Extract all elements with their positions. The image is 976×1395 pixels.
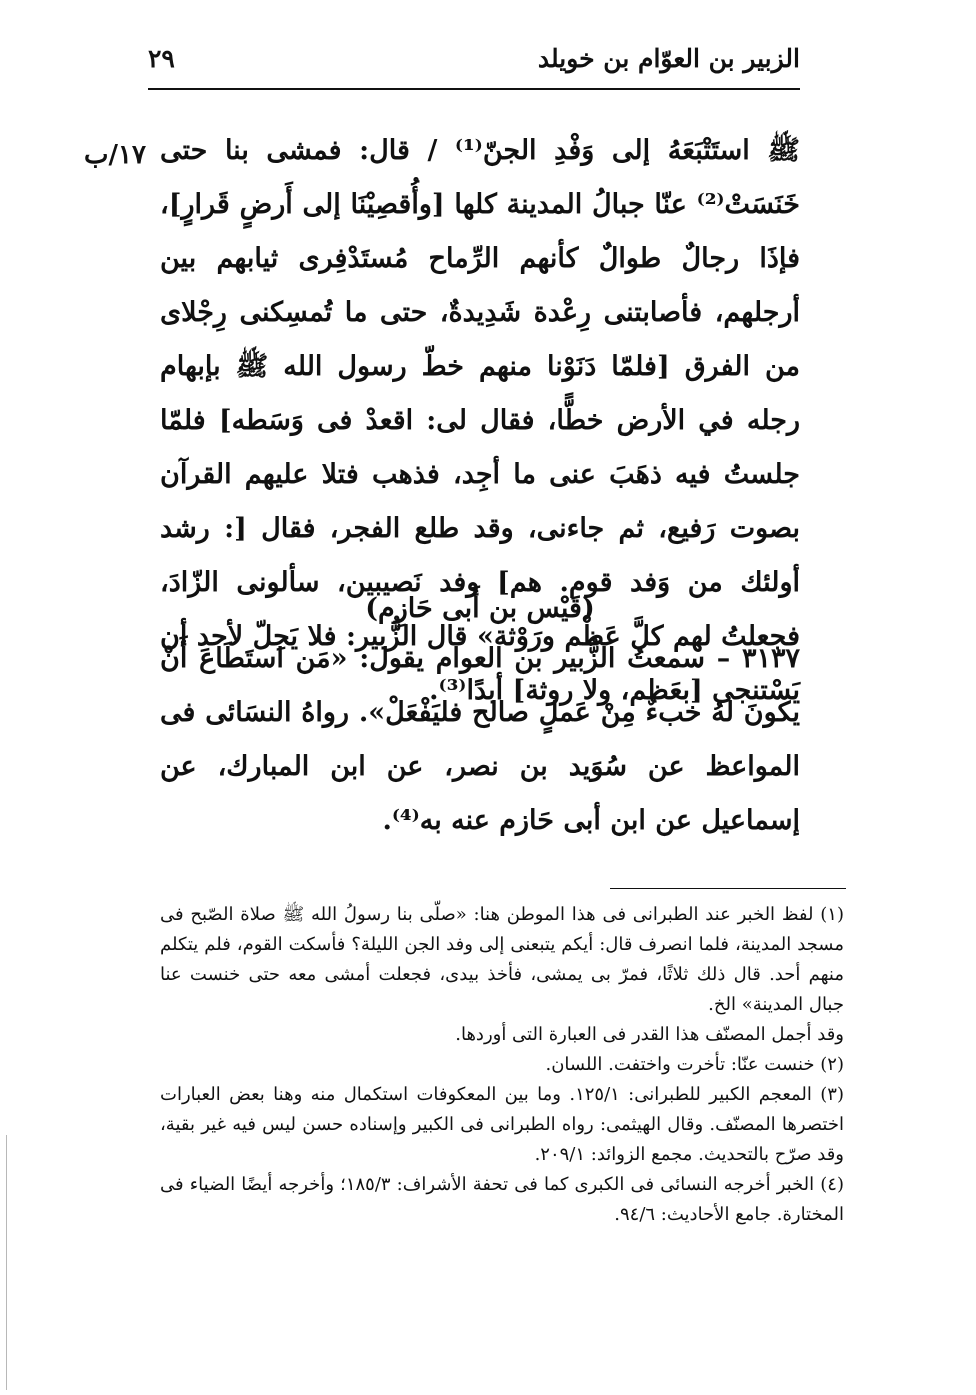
hadith-number: ٣١٣٧ xyxy=(741,643,800,674)
hadith-paragraph xyxy=(160,632,800,848)
main-paragraph: ﷺ استَتْبَعَهُ إلى وَفْدِ الجنّ⁽¹⁾ / قال: فمشى بنا حتى خَنَسَتْ⁽²⁾ عنّا جبالُ المدينة كلها [وأُقصِيْنَا إلى أَرضٍ قَرارٍ]، فإذَا رجالٌ طوالٌ كأنهم الرِّماح مُستَدْفِرى ثيابهم بين أرجلهم، فأصابتنى رِعْدة شَدِيدةٌ، حتى ما تُمسِكنى رِجْلاى من الفرق [فلمّا دَنَوْنا منهم خطّ رسول الله ﷺ بإبهام رجله في الأرض خطًّا، فقال لى: اقعدْ فى وَسَطه] فلمّا جلستُ فيه ذهَبَ عنى ما أجِد، فذهب فتلا عليهم القرآن بصوت رَفيع، ثم جاءنى، وقد طلع الفجر، فقال [: رشد أولئك من وَفد قوم. هم] وفد نَصيبين، سألونى الزّادَ، فجعلتُ لهم كلَّ عَظْم ورَوْثة» قال الزُّبير: فلا يَحِلّ لأحد أن يَسْتنجى [بعَظم، ولا روثة] أبدًا⁽³⁾. xyxy=(160,135,800,706)
footnote-1-continuation: وقد أجمل المصنّف هذا القدر فى العبارة التى أوردها. xyxy=(455,1024,844,1045)
running-header xyxy=(148,40,800,86)
footnote-3: (٣) المعجم الكبير للطبرانى: ١٢٥/١. وما بين المعكوفات استكمال منه وهنا بعض العبارات اختصرها المصنّف. وقال الهيثمى: رواه الطبرانى فى الكبير وإسناده حسن ليس فيه غير بقية، وقد صرّح بالتحديث. مجمع الزوائد: ٢٠٩/١. xyxy=(160,1084,844,1165)
section-heading: (قَيْس بن أَبى حَازِم) xyxy=(365,593,595,624)
footnote-2: (٢) خنست عنّا: تأخرت واختفت. اللسان. xyxy=(545,1054,844,1075)
header-divider xyxy=(148,88,800,90)
running-header-title: الزبير بن العوّام بن خويلد xyxy=(537,44,800,73)
footnote-divider xyxy=(610,888,846,889)
page-number: ٢٩ xyxy=(148,44,175,73)
scan-edge-line xyxy=(6,1135,7,1390)
footnote-4: (٤) الخبر أخرجه النسائى فى الكبرى كما فى تحفة الأشراف: ١٨٥/٣؛ وأخرجه أيضًا الضياء فى المختارة. جامع الأحاديث: ٩٤/٦. xyxy=(160,1174,844,1225)
hadith-text: سمعتُ الزُّبير بن العوام يقول: «مَن استَطَاعَ أَنْ يكونَ لهُ خبءٌ مِنْ عَملٍ صالح فليَفْعَلْ». رواهُ النسَائى فى المواعظ عن سُوَيد بن نصر، عن ابن المبارك، عن إسماعيل عن ابن أبى حَازم عنه به⁽⁴⁾. xyxy=(160,643,800,836)
footnotes xyxy=(160,900,844,1230)
manuscript-folio-note: ١٧/ب xyxy=(84,140,146,170)
hadith-dash: – xyxy=(716,643,731,674)
footnote-1: (١) لفظ الخبر عند الطبرانى فى هذا الموطن هنا: «صلّى بنا رسولُ الله ﷺ صلاة الصّبح فى مسجد المدينة، فلما انصرف قال: أيكم يتبعنى إلى وفد الجن الليلة؟ فأسكت القوم، فلم يتكلم منهم أحد. قال ذلك ثلاثًا، فمرّ بى يمشى، فأخذ بيدى، فجعلت أمشى معه حتى خنست عنا جبال المدينة» الخ. xyxy=(160,904,844,1015)
